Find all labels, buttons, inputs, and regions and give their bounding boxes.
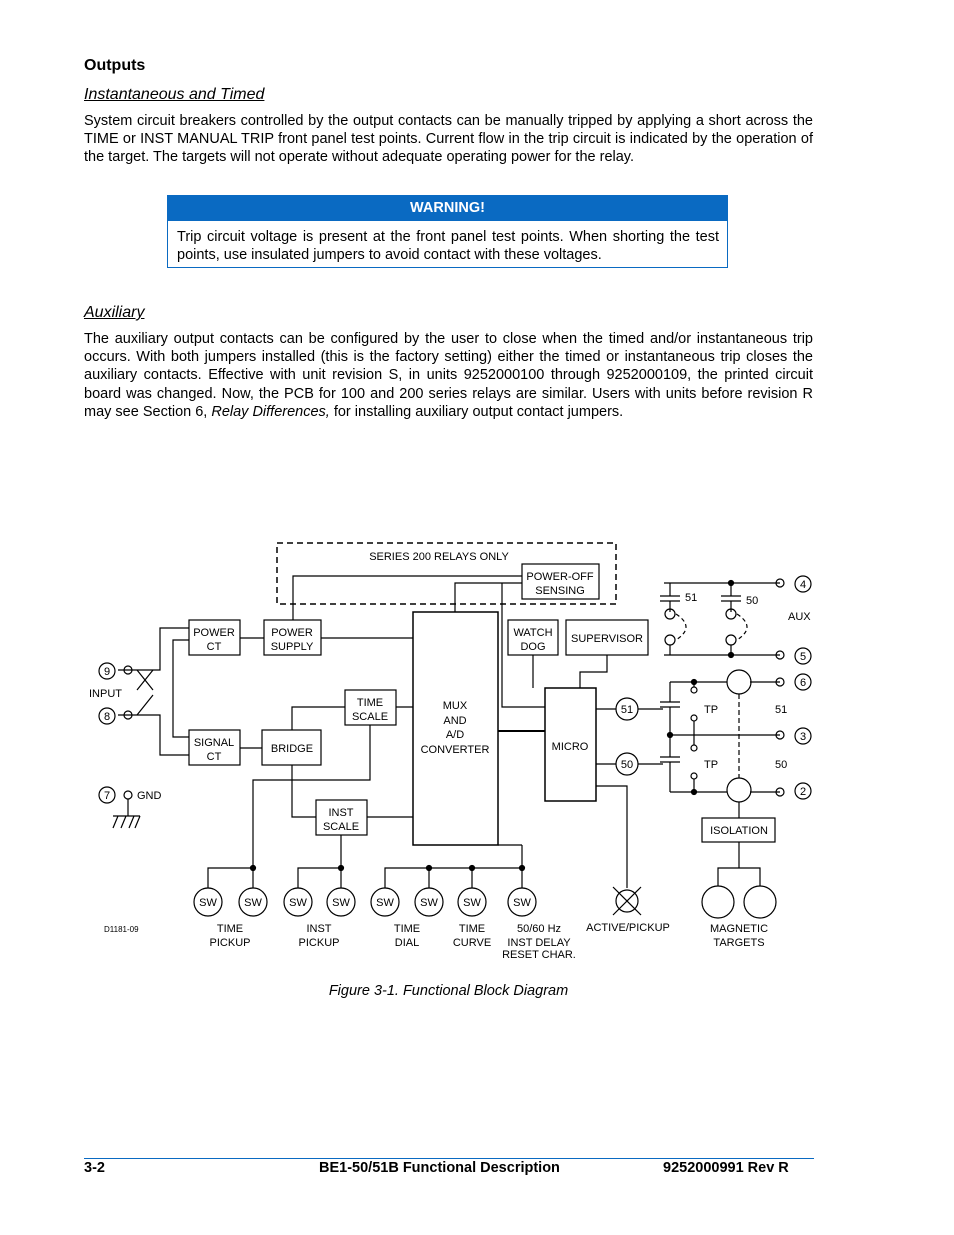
inst-scale-label-2: SCALE [322, 821, 360, 833]
time-curve-label-1: TIME [458, 923, 486, 935]
power-supply-label-2: SUPPLY [270, 641, 314, 653]
drawing-id: D1181-09 [104, 925, 139, 934]
sw-label: SW [420, 897, 438, 909]
time-scale-label-2: SCALE [351, 711, 389, 723]
power-off-label-2: SENSING [535, 585, 585, 597]
mux-label-1: MUX [442, 700, 468, 712]
junction-dot [692, 680, 697, 685]
wire-poweroff-mux [455, 583, 522, 612]
trip-51-label: 51 [775, 704, 788, 716]
inst-scale-label-1: INST [328, 807, 354, 819]
sw-label: SW [463, 897, 481, 909]
subsection-title-timed: Instantaneous and Timed [84, 86, 265, 103]
tp-51-label: TP [704, 704, 719, 716]
aux-contact-51-label: 51 [685, 592, 698, 604]
watchdog-label-2: DOG [520, 641, 546, 653]
inst-pickup-label-2: PICKUP [298, 937, 340, 949]
wire-dial-curve-sw [385, 845, 522, 888]
freq-label-1: 50/60 Hz [516, 923, 562, 935]
aux-jumpers [676, 614, 747, 640]
target-coil-50 [727, 778, 751, 802]
junction-dot [427, 866, 432, 871]
isolation-label: ISOLATION [710, 825, 768, 837]
tp-50-label: TP [704, 759, 719, 771]
para-aux-italic: Relay Differences, [211, 403, 330, 420]
jumper-pin [665, 635, 675, 645]
junction-dot [692, 790, 697, 795]
trip-50-label: 50 [775, 759, 788, 771]
wire-micro-outputs [596, 709, 616, 764]
terminal-6-label: 6 [799, 677, 807, 689]
time-dial-label-1: TIME [393, 923, 421, 935]
terminal-7-label: 7 [103, 790, 111, 802]
junction-dot [729, 581, 734, 586]
subsection-title-auxiliary: Auxiliary [84, 304, 145, 321]
sw-label: SW [376, 897, 394, 909]
wire-bridge-timescale [292, 707, 345, 730]
footer-title: BE1-50/51B Functional Description [319, 1160, 560, 1176]
micro-label: MICRO [551, 741, 589, 753]
mux-label-4: CONVERTER [420, 744, 490, 756]
warning-title: WARNING! [168, 196, 727, 221]
input-label: INPUT [89, 688, 122, 700]
section-heading: Outputs [84, 57, 146, 74]
watchdog-label-1: WATCH [513, 627, 553, 639]
input-cross [137, 670, 153, 715]
time-pickup-label-2: PICKUP [209, 937, 251, 949]
wire-bridge-instscale [292, 765, 316, 817]
freq-label-3: RESET CHAR. [502, 949, 576, 961]
wire-jumper-rail [670, 645, 731, 655]
junction-dot [668, 733, 673, 738]
aux-contact-50 [721, 583, 741, 612]
targets-label-2: TARGETS [713, 937, 765, 949]
aux-label: AUX [788, 611, 811, 623]
time-scale-label-1: TIME [356, 697, 384, 709]
supervisor-label: SUPERVISOR [571, 633, 643, 645]
time-pickup-label-1: TIME [216, 923, 244, 935]
wire-inst-pickup-sw [298, 868, 341, 888]
sw-label: SW [332, 897, 350, 909]
sw-label: SW [199, 897, 217, 909]
para-aux-part1: The auxiliary output contacts can be configured by the user to close when the timed and/or instantaneous trip occurs. With both jumpers installed (this is the factory setting) either the timed or instantaneous trip closes the auxiliary contacts. Effective with unit revision S, in units 9252000100 through 9252000109, the printed circuit board was changed. Now, the PCB for 100 and 200 series relays are similar. Users with units before revision R may see Section 6, [84, 331, 813, 420]
time-dial-label-2: DIAL [394, 937, 420, 949]
target-coil-51 [727, 670, 751, 694]
mux-label-3: A/D [445, 729, 465, 741]
wire-micro-active [596, 786, 627, 888]
jumper-pin [726, 635, 736, 645]
gnd-label: GND [137, 790, 162, 802]
tp-51-pin [691, 715, 697, 721]
figure-caption: Figure 3-1. Functional Block Diagram [328, 983, 569, 999]
wire-watchdog-micro [533, 655, 607, 688]
wire-input-cts [137, 628, 189, 755]
inst-pickup-label-1: INST [306, 923, 332, 935]
sw-label: SW [244, 897, 262, 909]
aux-contact-51 [660, 583, 680, 612]
warning-text: Trip circuit voltage is present at the front panel test points. When shorting the test points, use insulated jumpers to avoid contact with these voltages. [177, 229, 719, 263]
power-ct-label-2: CT [206, 641, 222, 653]
gnd-node [124, 791, 132, 799]
magnetic-target-2 [744, 886, 776, 918]
footer-doc-number: 9252000991 Rev R [663, 1160, 789, 1176]
wire-outputs-contacts [638, 709, 663, 764]
power-supply-label-1: POWER [271, 627, 313, 639]
bridge-label: BRIDGE [270, 743, 314, 755]
junction-dot [520, 866, 525, 871]
time-curve-label-2: CURVE [452, 937, 492, 949]
tp-51-pin [691, 687, 697, 693]
junction-dot [729, 653, 734, 658]
footer-page-number: 3-2 [84, 1160, 105, 1176]
footer-rule [84, 1158, 814, 1159]
output-50-label: 50 [620, 759, 634, 771]
sw-label: SW [513, 897, 531, 909]
terminal-3-label: 3 [799, 731, 807, 743]
signal-ct-label-2: CT [206, 751, 222, 763]
series-200-label: SERIES 200 RELAYS ONLY [369, 551, 509, 563]
signal-ct-label-1: SIGNAL [193, 737, 235, 749]
mux-label-2: AND [443, 715, 467, 727]
para-aux-part2: for installing auxiliary output contact jumpers. [329, 403, 624, 420]
magnetic-target-1 [702, 886, 734, 918]
active-pickup-label: ACTIVE/PICKUP [586, 922, 670, 934]
freq-label-2: INST DELAY [507, 937, 571, 949]
lamp-rays [613, 887, 641, 915]
output-51-label: 51 [620, 704, 634, 716]
terminal-4-label: 4 [799, 579, 807, 591]
targets-label-1: MAGNETIC [709, 923, 769, 935]
terminal-5-label: 5 [799, 651, 807, 663]
power-off-label-1: POWER-OFF [526, 571, 594, 583]
junction-dot [251, 866, 256, 871]
terminal-9-label: 9 [103, 666, 111, 678]
wire-time-pickup-sw [208, 868, 253, 888]
wire-isolation-targets [718, 842, 760, 886]
wire-trip-outputs [670, 682, 780, 792]
terminal-8-label: 8 [103, 711, 111, 723]
paragraph-timed: System circuit breakers controlled by the output contacts can be manually tripped by applying a short across the TIME or INST MANUAL TRIP front panel test points. Current flow in the trip circuit is indicated by the operation of the target. The targets will not operate without adequate operating power for the relay. [84, 113, 813, 166]
junction-dot [470, 866, 475, 871]
power-ct-label-1: POWER [193, 627, 235, 639]
tp-50-pin [691, 745, 697, 751]
junction-dot [339, 866, 344, 871]
tp-50-pin [691, 773, 697, 779]
sw-label: SW [289, 897, 307, 909]
ground-symbol [113, 799, 140, 828]
aux-contact-50-label: 50 [746, 595, 759, 607]
terminal-2-label: 2 [799, 786, 807, 798]
